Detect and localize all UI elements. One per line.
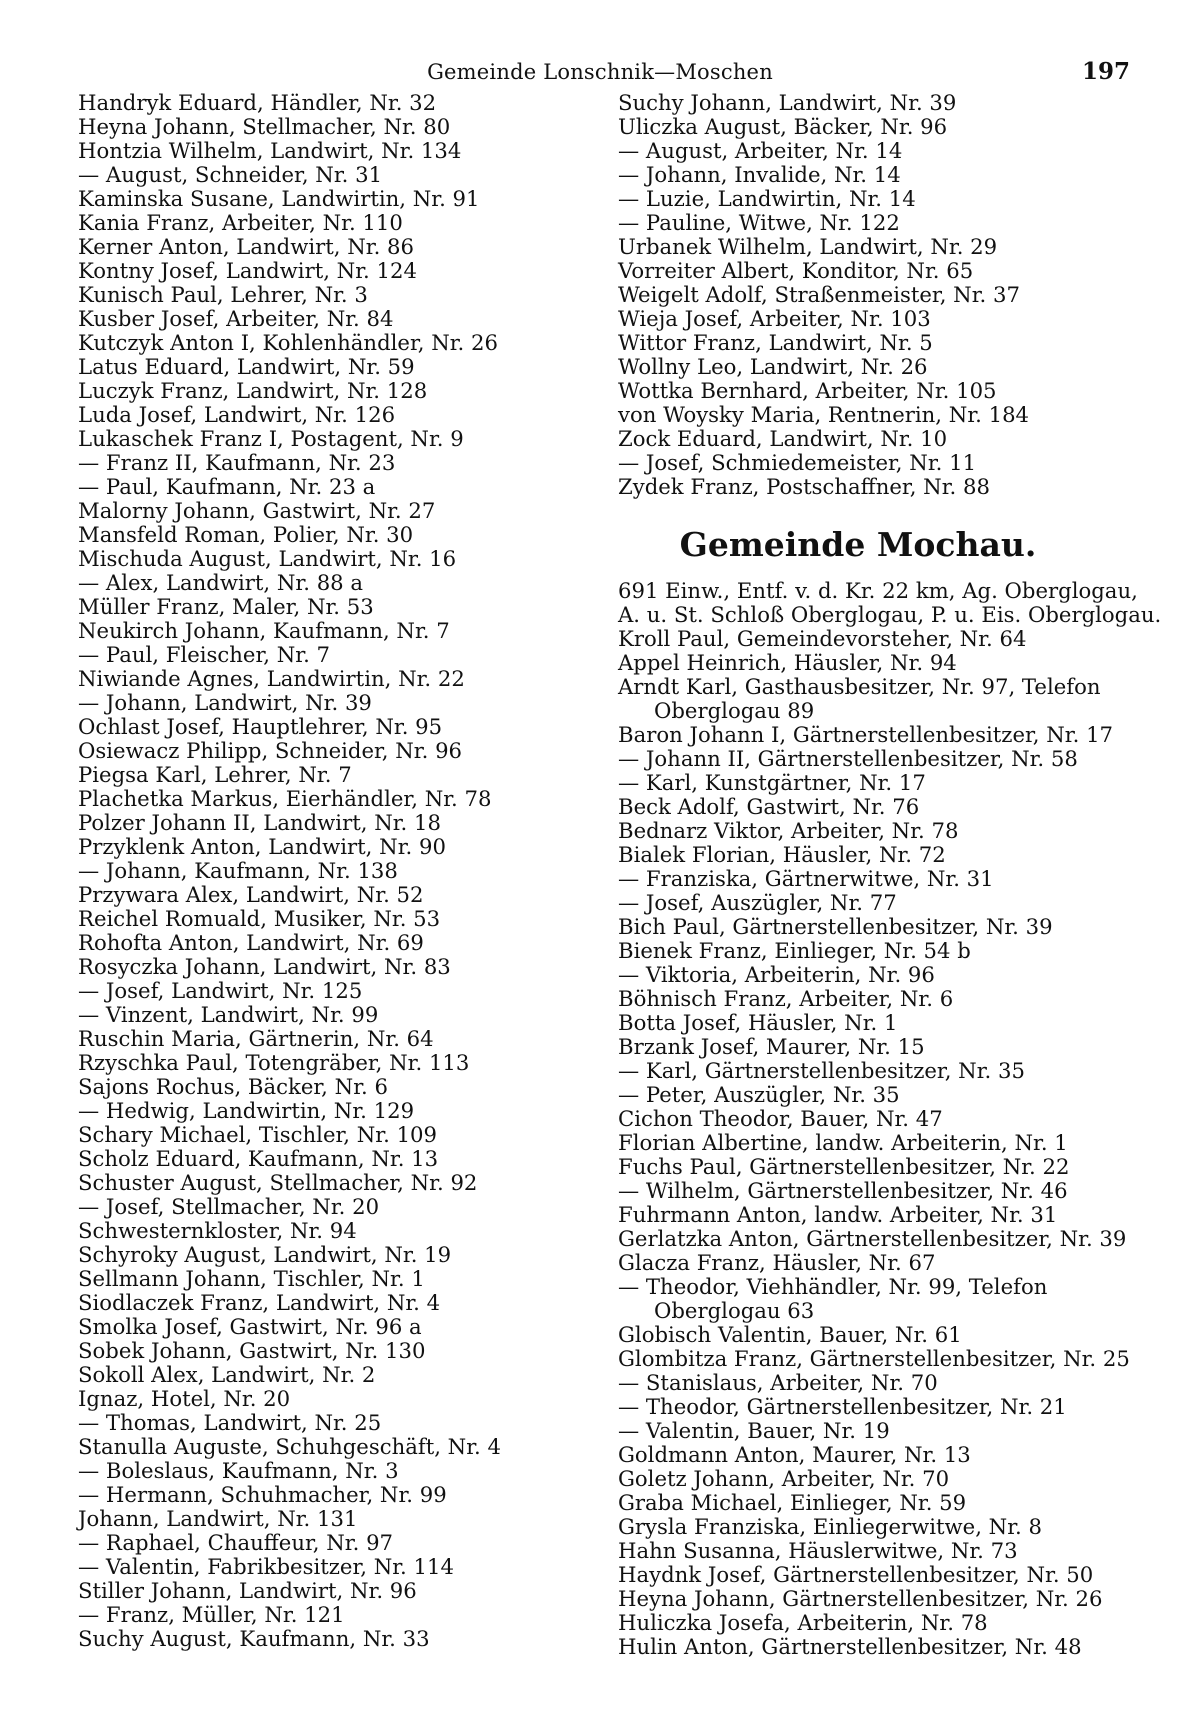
section-entries [618,578,1162,1659]
directory-entry: — Raphael, Chauffeur, Nr. 97 [78,1530,394,1555]
directory-entry: — Josef, Schmiedemeister, Nr. 11 [618,450,977,475]
directory-entry: Przywara Alex, Landwirt, Nr. 52 [78,882,424,907]
directory-entry: Polzer Johann II, Landwirt, Nr. 18 [78,810,441,835]
directory-entry: Ochlast Josef, Hauptlehrer, Nr. 95 [78,714,443,739]
directory-entry: Grysla Franziska, Einliegerwitwe, Nr. 8 [618,1514,1042,1539]
directory-entry: Plachetka Markus, Eierhändler, Nr. 78 [78,786,492,811]
directory-entry: — Paul, Kaufmann, Nr. 23 a [78,474,376,499]
directory-entry: — Valentin, Bauer, Nr. 19 [618,1418,890,1443]
directory-entry: Schary Michael, Tischler, Nr. 109 [78,1122,438,1147]
directory-entry: Glacza Franz, Häusler, Nr. 67 [618,1250,936,1275]
directory-entry: Suchy Johann, Landwirt, Nr. 39 [618,90,957,115]
directory-entry: Kaminska Susane, Landwirtin, Nr. 91 [78,186,480,211]
directory-entry: — Luzie, Landwirtin, Nr. 14 [618,186,916,211]
directory-entry: — Alex, Landwirt, Nr. 88 a [78,570,364,595]
directory-entry: Mansfeld Roman, Polier, Nr. 30 [78,522,414,547]
directory-entry: Weigelt Adolf, Straßenmeister, Nr. 37 [618,282,1020,307]
directory-entry: Smolka Josef, Gastwirt, Nr. 96 a [78,1314,422,1339]
directory-entry: Glombitza Franz, Gärtnerstellenbesitzer, Nr. 25 [618,1346,1130,1371]
directory-entry: Florian Albertine, landw. Arbeiterin, Nr. 1 [618,1130,1068,1155]
directory-entry: Niwiande Agnes, Landwirtin, Nr. 22 [78,666,465,691]
directory-entry: Kutczyk Anton I, Kohlenhändler, Nr. 26 [78,330,498,355]
directory-entry: Handryk Eduard, Händler, Nr. 32 [78,90,437,115]
directory-entry: Oberglogau 63 [654,1298,815,1323]
directory-entry: — Johann, Invalide, Nr. 14 [618,162,901,187]
directory-entry: Kunisch Paul, Lehrer, Nr. 3 [78,282,368,307]
directory-entry: — August, Arbeiter, Nr. 14 [618,138,903,163]
directory-entry: Stanulla Auguste, Schuhgeschäft, Nr. 4 [78,1434,501,1459]
running-head [0,58,1200,88]
directory-entry: Vorreiter Albert, Konditor, Nr. 65 [618,258,974,283]
directory-entry: Schwesternkloster, Nr. 94 [78,1218,357,1243]
directory-entry: — Thomas, Landwirt, Nr. 25 [78,1410,382,1435]
directory-entry: Sobek Johann, Gastwirt, Nr. 130 [78,1338,426,1363]
directory-entry: Kania Franz, Arbeiter, Nr. 110 [78,210,403,235]
directory-entry: Appel Heinrich, Häusler, Nr. 94 [618,650,957,675]
directory-entry: Brzank Josef, Maurer, Nr. 15 [618,1034,925,1059]
directory-entry: Bich Paul, Gärtnerstellenbesitzer, Nr. 39 [618,914,1053,939]
directory-entry: Urbanek Wilhelm, Landwirt, Nr. 29 [618,234,998,259]
page-number: 197 [1081,58,1130,85]
directory-entry: Botta Josef, Häusler, Nr. 1 [618,1010,898,1035]
directory-entry: Hulin Anton, Gärtnerstellenbesitzer, Nr. 48 [618,1634,1082,1659]
directory-entry: Neukirch Johann, Kaufmann, Nr. 7 [78,618,450,643]
directory-entry: — Franz II, Kaufmann, Nr. 23 [78,450,396,475]
directory-entry: Müller Franz, Maler, Nr. 53 [78,594,374,619]
directory-entry: — Peter, Auszügler, Nr. 35 [618,1082,900,1107]
directory-entry: — Valentin, Fabrikbesitzer, Nr. 114 [78,1554,454,1579]
directory-entry: Reichel Romuald, Musiker, Nr. 53 [78,906,441,931]
directory-entry: Hontzia Wilhelm, Landwirt, Nr. 134 [78,138,462,163]
directory-entry: — Karl, Kunstgärtner, Nr. 17 [618,770,926,795]
section-heading: Gemeinde Mochau. [679,525,1037,564]
directory-entry: Piegsa Karl, Lehrer, Nr. 7 [78,762,352,787]
directory-entry: Globisch Valentin, Bauer, Nr. 61 [618,1322,962,1347]
left-column [78,91,598,1651]
directory-entry: 691 Einw., Entf. v. d. Kr. 22 km, Ag. Oberglogau, [618,578,1138,603]
directory-entry: — Theodor, Viehhändler, Nr. 99, Telefon [618,1274,1048,1299]
directory-entry: Kontny Josef, Landwirt, Nr. 124 [78,258,417,283]
directory-entry: — Franziska, Gärtnerwitwe, Nr. 31 [618,866,994,891]
directory-entry: Sellmann Johann, Tischler, Nr. 1 [78,1266,425,1291]
directory-entry: Luda Josef, Landwirt, Nr. 126 [78,402,396,427]
directory-entry: — Karl, Gärtnerstellenbesitzer, Nr. 35 [618,1058,1025,1083]
page-title: Gemeinde Lonschnik—Moschen [427,60,773,84]
directory-entry: Rzyschka Paul, Totengräber, Nr. 113 [78,1050,470,1075]
directory-entry: Scholz Eduard, Kaufmann, Nr. 13 [78,1146,439,1171]
directory-entry: Sajons Rochus, Bäcker, Nr. 6 [78,1074,388,1099]
directory-entry: Siodlaczek Franz, Landwirt, Nr. 4 [78,1290,441,1315]
directory-entry: — Hermann, Schuhmacher, Nr. 99 [78,1482,447,1507]
directory-entry: A. u. St. Schloß Oberglogau, P. u. Eis. Oberglogau. [618,602,1162,627]
directory-entry: Goldmann Anton, Maurer, Nr. 13 [618,1442,971,1467]
directory-entry: Schuster August, Stellmacher, Nr. 92 [78,1170,478,1195]
directory-entry: Lukaschek Franz I, Postagent, Nr. 9 [78,426,464,451]
directory-entry: — Franz, Müller, Nr. 121 [78,1602,345,1627]
directory-entry: Zock Eduard, Landwirt, Nr. 10 [618,426,948,451]
directory-entry: Malorny Johann, Gastwirt, Nr. 27 [78,498,436,523]
directory-entry: — Hedwig, Landwirtin, Nr. 129 [78,1098,415,1123]
directory-entry: — Pauline, Witwe, Nr. 122 [618,210,900,235]
directory-entry: — August, Schneider, Nr. 31 [78,162,383,187]
right-column-entries [618,91,1138,499]
directory-entry: — Wilhelm, Gärtnerstellenbesitzer, Nr. 46 [618,1178,1068,1203]
directory-entry: Luczyk Franz, Landwirt, Nr. 128 [78,378,428,403]
directory-entry: Wittor Franz, Landwirt, Nr. 5 [618,330,933,355]
directory-entry: — Stanislaus, Arbeiter, Nr. 70 [618,1370,938,1395]
directory-entry: Przyklenk Anton, Landwirt, Nr. 90 [78,834,446,859]
directory-entry: — Johann, Kaufmann, Nr. 138 [78,858,398,883]
directory-entry: — Viktoria, Arbeiterin, Nr. 96 [618,962,935,987]
directory-entry: — Josef, Stellmacher, Nr. 20 [78,1194,380,1219]
directory-entry: Goletz Johann, Arbeiter, Nr. 70 [618,1466,950,1491]
directory-entry: — Boleslaus, Kaufmann, Nr. 3 [78,1458,399,1483]
directory-entry: Arndt Karl, Gasthausbesitzer, Nr. 97, Telefon [618,674,1101,699]
directory-entry: — Paul, Fleischer, Nr. 7 [78,642,331,667]
directory-entry: Haydnk Josef, Gärtnerstellenbesitzer, Nr. 50 [618,1562,1094,1587]
directory-entry: Heyna Johann, Gärtnerstellenbesitzer, Nr. 26 [618,1586,1103,1611]
directory-entry: Bednarz Viktor, Arbeiter, Nr. 78 [618,818,959,843]
directory-entry: Zydek Franz, Postschaffner, Nr. 88 [618,474,990,499]
directory-entry: Kroll Paul, Gemeindevorsteher, Nr. 64 [618,626,1027,651]
directory-entry: Heyna Johann, Stellmacher, Nr. 80 [78,114,451,139]
directory-entry: Kusber Josef, Arbeiter, Nr. 84 [78,306,394,331]
directory-entry: — Vinzent, Landwirt, Nr. 99 [78,1002,379,1027]
directory-entry: Gerlatzka Anton, Gärtnerstellenbesitzer, Nr. 39 [618,1226,1127,1251]
directory-entry: Sokoll Alex, Landwirt, Nr. 2 [78,1362,376,1387]
directory-entry: Mischuda August, Landwirt, Nr. 16 [78,546,457,571]
directory-entry: Oberglogau 89 [654,698,815,723]
directory-entry: Rosyczka Johann, Landwirt, Nr. 83 [78,954,451,979]
directory-entry: Wottka Bernhard, Arbeiter, Nr. 105 [618,378,997,403]
directory-entry: Böhnisch Franz, Arbeiter, Nr. 6 [618,986,954,1011]
directory-entry: Suchy August, Kaufmann, Nr. 33 [78,1626,430,1651]
directory-entry: Stiller Johann, Landwirt, Nr. 96 [78,1578,417,1603]
directory-entry: Uliczka August, Bäcker, Nr. 96 [618,114,948,139]
directory-entry: Schyroky August, Landwirt, Nr. 19 [78,1242,452,1267]
directory-entry: Graba Michael, Einlieger, Nr. 59 [618,1490,967,1515]
directory-entry: Fuchs Paul, Gärtnerstellenbesitzer, Nr. 22 [618,1154,1070,1179]
directory-entry: Bialek Florian, Häusler, Nr. 72 [618,842,946,867]
directory-entry: Wollny Leo, Landwirt, Nr. 26 [618,354,928,379]
directory-entry: — Johann, Landwirt, Nr. 39 [78,690,372,715]
directory-entry: Fuhrmann Anton, landw. Arbeiter, Nr. 31 [618,1202,1058,1227]
right-column [618,90,1162,1659]
directory-entry: — Johann II, Gärtnerstellenbesitzer, Nr. 58 [618,746,1078,771]
directory-entry: Wieja Josef, Arbeiter, Nr. 103 [618,306,931,331]
directory-entry: Johann, Landwirt, Nr. 131 [78,1506,358,1531]
directory-entry: Bienek Franz, Einlieger, Nr. 54 b [618,938,971,963]
directory-entry: Ignaz, Hotel, Nr. 20 [78,1386,291,1411]
directory-entry: von Woysky Maria, Rentnerin, Nr. 184 [618,402,1030,427]
directory-entry: Huliczka Josefa, Arbeiterin, Nr. 78 [618,1610,988,1635]
directory-entry: Osiewacz Philipp, Schneider, Nr. 96 [78,738,463,763]
directory-entry: — Josef, Auszügler, Nr. 77 [618,890,897,915]
directory-entry: Kerner Anton, Landwirt, Nr. 86 [78,234,415,259]
directory-entry: Ruschin Maria, Gärtnerin, Nr. 64 [78,1026,434,1051]
directory-entry: Cichon Theodor, Bauer, Nr. 47 [618,1106,943,1131]
directory-entry: Baron Johann I, Gärtnerstellenbesitzer, Nr. 17 [618,722,1114,747]
directory-entry: Rohofta Anton, Landwirt, Nr. 69 [78,930,424,955]
directory-entry: — Josef, Landwirt, Nr. 125 [78,978,363,1003]
directory-entry: Hahn Susanna, Häuslerwitwe, Nr. 73 [618,1538,1018,1563]
directory-entry: — Theodor, Gärtnerstellenbesitzer, Nr. 21 [618,1394,1067,1419]
directory-entry: Beck Adolf, Gastwirt, Nr. 76 [618,794,920,819]
directory-entry: Latus Eduard, Landwirt, Nr. 59 [78,354,415,379]
